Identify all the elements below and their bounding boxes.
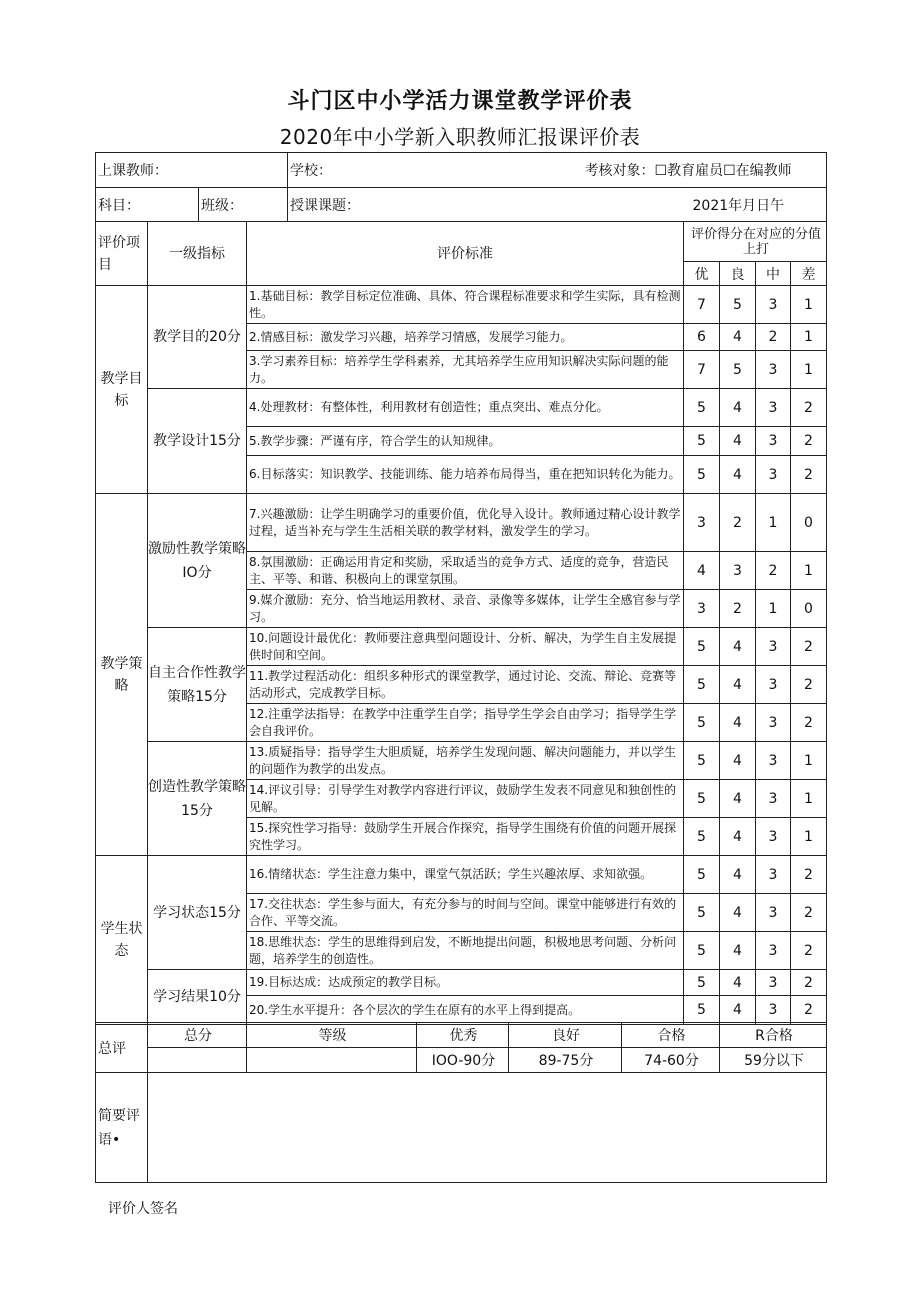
score-average[interactable]: 2	[756, 324, 791, 351]
score-average[interactable]: 3	[756, 742, 791, 780]
score-average[interactable]: 3	[756, 780, 791, 818]
header-item: 评价项目	[96, 222, 148, 286]
score-average[interactable]: 3	[756, 351, 791, 389]
score-excellent[interactable]: 5	[684, 932, 720, 970]
score-excellent[interactable]: 5	[684, 389, 720, 427]
topic-field[interactable]: 授课课题：	[288, 188, 583, 222]
criteria-row	[96, 286, 827, 324]
school-field[interactable]: 学校：	[288, 153, 583, 188]
criteria-row	[96, 628, 827, 666]
score-average[interactable]: 3	[756, 894, 791, 932]
score-good[interactable]: 4	[720, 970, 756, 996]
summary-label: 总评	[96, 1023, 148, 1073]
score-good[interactable]: 4	[720, 324, 756, 351]
score-average[interactable]: 3	[756, 932, 791, 970]
criteria-text: 12.注重学法指导：在教学中注重学生自学；指导学生学会自由学习；指导学生学会自我评价。	[247, 704, 684, 742]
score-poor[interactable]: 1	[791, 286, 827, 324]
header-standard: 评价标准	[247, 222, 684, 286]
criteria-text: 15.探究性学习指导：鼓励学生开展合作探究，指导学生围绕有价值的问题开展探究性学习。	[247, 818, 684, 856]
score-good[interactable]: 4	[720, 427, 756, 456]
score-good[interactable]: 4	[720, 856, 756, 894]
document-title: 斗门区中小学活力课堂教学评价表	[287, 89, 633, 114]
score-poor[interactable]: 1	[791, 780, 827, 818]
score-good[interactable]: 4	[720, 996, 756, 1025]
comment-input[interactable]	[148, 1073, 827, 1183]
score-excellent[interactable]: 5	[684, 704, 720, 742]
score-excellent[interactable]: 5	[684, 666, 720, 704]
score-poor[interactable]: 2	[791, 894, 827, 932]
score-poor[interactable]: 2	[791, 970, 827, 996]
score-average[interactable]: 1	[756, 494, 791, 552]
criteria-text: 19.目标达成：达成预定的教学目标。	[247, 970, 684, 996]
score-excellent[interactable]: 5	[684, 818, 720, 856]
score-excellent[interactable]: 5	[684, 996, 720, 1025]
score-average[interactable]: 3	[756, 456, 791, 494]
summary-excellent: 优秀	[417, 1023, 509, 1048]
score-poor[interactable]: 2	[791, 456, 827, 494]
score-poor[interactable]: 2	[791, 996, 827, 1025]
criteria-body	[96, 286, 827, 1025]
summary-fail: R合格	[720, 1023, 827, 1048]
grade-good: 良	[720, 262, 756, 286]
score-average[interactable]: 3	[756, 628, 791, 666]
score-good[interactable]: 5	[720, 286, 756, 324]
score-excellent[interactable]: 5	[684, 456, 720, 494]
total-score-input[interactable]	[148, 1048, 247, 1073]
criteria-text: 3.学习素养目标：培养学生学科素养，尤其培养学生应用知识解决实际问题的能力。	[247, 351, 684, 389]
score-average[interactable]: 1	[756, 590, 791, 628]
score-excellent[interactable]: 7	[684, 286, 720, 324]
score-poor[interactable]: 2	[791, 932, 827, 970]
summary-good: 良好	[509, 1023, 622, 1048]
category-cell: 教学目标	[96, 286, 148, 494]
score-good[interactable]: 4	[720, 389, 756, 427]
score-poor[interactable]: 0	[791, 590, 827, 628]
level-input[interactable]	[247, 1048, 417, 1073]
target-field[interactable]: 考核对象：☐教育雇员☐在编教师	[583, 153, 827, 188]
criteria-text: 2.情感目标：激发学习兴趣，培养学习情感，发展学习能力。	[247, 324, 684, 351]
score-excellent[interactable]: 6	[684, 324, 720, 351]
score-excellent[interactable]: 3	[684, 590, 720, 628]
score-excellent[interactable]: 4	[684, 552, 720, 590]
good-range: 89-75分	[509, 1048, 622, 1073]
summary-level-header: 等级	[247, 1023, 417, 1048]
criteria-text: 6.目标落实：知识教学、技能训练、能力培养布局得当，重在把知识转化为能力。	[247, 456, 684, 494]
criteria-row	[96, 389, 827, 427]
indicator-cell: 教学目的20分	[148, 286, 247, 389]
criteria-text: 17.交往状态：学生参与面大，有充分参与的时间与空间。课堂中能够进行有效的合作、平等交流。	[247, 894, 684, 932]
criteria-text: 9.媒介激励：充分、恰当地运用教材、录音、录像等多媒体，让学生全感官参与学习。	[247, 590, 684, 628]
criteria-row	[96, 970, 827, 996]
grade-average: 中	[756, 262, 791, 286]
indicator-cell: 自主合作性教学策略15分	[148, 628, 247, 742]
score-good[interactable]: 2	[720, 590, 756, 628]
score-poor[interactable]: 2	[791, 856, 827, 894]
category-cell: 学生状态	[96, 856, 148, 1025]
score-good[interactable]: 4	[720, 628, 756, 666]
header-indicator: 一级指标	[148, 222, 247, 286]
criteria-text: 20.学生水平提升：各个层次的学生在原有的水平上得到提高。	[247, 996, 684, 1025]
score-good[interactable]: 4	[720, 456, 756, 494]
score-excellent[interactable]: 5	[684, 742, 720, 780]
fail-range: 59分以下	[720, 1048, 827, 1073]
score-excellent[interactable]: 5	[684, 427, 720, 456]
criteria-text: 13.质疑指导：指导学生大胆质疑，培养学生发现问题、解决问题能力，并以学生的问题作为教学的出发点。	[247, 742, 684, 780]
indicator-cell: 创造性教学策略15分	[148, 742, 247, 856]
score-poor[interactable]: 1	[791, 818, 827, 856]
score-poor[interactable]: 2	[791, 704, 827, 742]
score-average[interactable]: 3	[756, 389, 791, 427]
criteria-text: 18.思维状态：学生的思维得到启发，不断地提出问题，积极地思考问题、分析问题，培养学生的创造性。	[247, 932, 684, 970]
signature-label: 评价人签名	[108, 1201, 178, 1217]
score-average[interactable]: 3	[756, 427, 791, 456]
info-table	[95, 152, 827, 222]
score-poor[interactable]: 1	[791, 552, 827, 590]
criteria-text: 11.教学过程活动化：组织多种形式的课堂教学，通过讨论、交流、辩论、竞赛等活动形式，完成教学目标。	[247, 666, 684, 704]
score-poor[interactable]: 1	[791, 742, 827, 780]
score-poor[interactable]: 2	[791, 427, 827, 456]
score-average[interactable]: 3	[756, 704, 791, 742]
score-good[interactable]: 3	[720, 552, 756, 590]
score-good[interactable]: 4	[720, 894, 756, 932]
criteria-text: 8.氛围激励：正确运用肯定和奖励，采取适当的竞争方式、适度的竞争，营造民主、平等、和谐、积极向上的课堂氛围。	[247, 552, 684, 590]
score-good[interactable]: 4	[720, 704, 756, 742]
score-excellent[interactable]: 3	[684, 494, 720, 552]
score-average[interactable]: 3	[756, 666, 791, 704]
indicator-cell: 激励性教学策略IO分	[148, 494, 247, 628]
score-average[interactable]: 3	[756, 856, 791, 894]
score-average[interactable]: 3	[756, 818, 791, 856]
criteria-text: 16.情绪状态：学生注意力集中，课堂气氛活跃；学生兴趣浓厚、求知欲强。	[247, 856, 684, 894]
score-poor[interactable]: 1	[791, 324, 827, 351]
criteria-row	[96, 742, 827, 780]
summary-total-header: 总分	[148, 1023, 247, 1048]
criteria-text: 1.基础目标：教学目标定位准确、具体、符合课程标准要求和学生实际，具有检测性。	[247, 286, 684, 324]
score-good[interactable]: 4	[720, 818, 756, 856]
summary-table	[95, 1022, 827, 1183]
summary-pass: 合格	[622, 1023, 720, 1048]
score-average[interactable]: 2	[756, 552, 791, 590]
criteria-text: 7.兴趣激励：让学生明确学习的重要价值，优化导入设计。教师通过精心设计教学过程，适当补充与学生生活相关联的教学材料，激发学生的学习。	[247, 494, 684, 552]
criteria-text: 14.评议引导：引导学生对教学内容进行评议，鼓励学生发表不同意见和独创性的见解。	[247, 780, 684, 818]
score-poor[interactable]: 1	[791, 351, 827, 389]
date-field[interactable]: 2021年月日午	[583, 188, 827, 222]
score-excellent[interactable]: 5	[684, 856, 720, 894]
score-average[interactable]: 3	[756, 286, 791, 324]
excellent-range: IOO-90分	[417, 1048, 509, 1073]
criteria-row	[96, 494, 827, 552]
criteria-row	[96, 856, 827, 894]
teacher-field[interactable]: 上课教师：	[96, 153, 288, 188]
grade-poor: 差	[791, 262, 827, 286]
document-subtitle: 2020年中小学新入职教师汇报课评价表	[279, 125, 641, 149]
score-average[interactable]: 3	[756, 996, 791, 1025]
subject-field[interactable]: 科目：	[96, 188, 199, 222]
evaluation-table	[95, 221, 827, 1025]
criteria-text: 10.问题设计最优化：教师要注意典型问题设计、分析、解决，为学生自主发展提供时间和空间。	[247, 628, 684, 666]
score-good[interactable]: 4	[720, 666, 756, 704]
score-average[interactable]: 3	[756, 970, 791, 996]
indicator-cell: 学习状态15分	[148, 856, 247, 970]
score-excellent[interactable]: 5	[684, 894, 720, 932]
score-excellent[interactable]: 5	[684, 970, 720, 996]
score-poor[interactable]: 2	[791, 666, 827, 704]
category-cell: 教学策略	[96, 494, 148, 856]
score-excellent[interactable]: 5	[684, 780, 720, 818]
score-excellent[interactable]: 5	[684, 628, 720, 666]
score-good[interactable]: 4	[720, 932, 756, 970]
grade-excellent: 优	[684, 262, 720, 286]
score-good[interactable]: 4	[720, 742, 756, 780]
score-excellent[interactable]: 7	[684, 351, 720, 389]
score-good[interactable]: 2	[720, 494, 756, 552]
indicator-cell: 教学设计15分	[148, 389, 247, 494]
criteria-text: 4.处理教材：有整体性，利用教材有创造性；重点突出、难点分化。	[247, 389, 684, 427]
score-poor[interactable]: 0	[791, 494, 827, 552]
class-field[interactable]: 班级：	[199, 188, 288, 222]
score-good[interactable]: 4	[720, 780, 756, 818]
indicator-cell: 学习结果10分	[148, 970, 247, 1025]
pass-range: 74-60分	[622, 1048, 720, 1073]
criteria-text: 5.教学步骤：严谨有序，符合学生的认知规律。	[247, 427, 684, 456]
score-good[interactable]: 5	[720, 351, 756, 389]
comment-label: 简要评语•	[96, 1073, 148, 1183]
score-poor[interactable]: 2	[791, 628, 827, 666]
header-score-title: 评价得分在对应的分值上打	[684, 222, 827, 262]
score-poor[interactable]: 2	[791, 389, 827, 427]
